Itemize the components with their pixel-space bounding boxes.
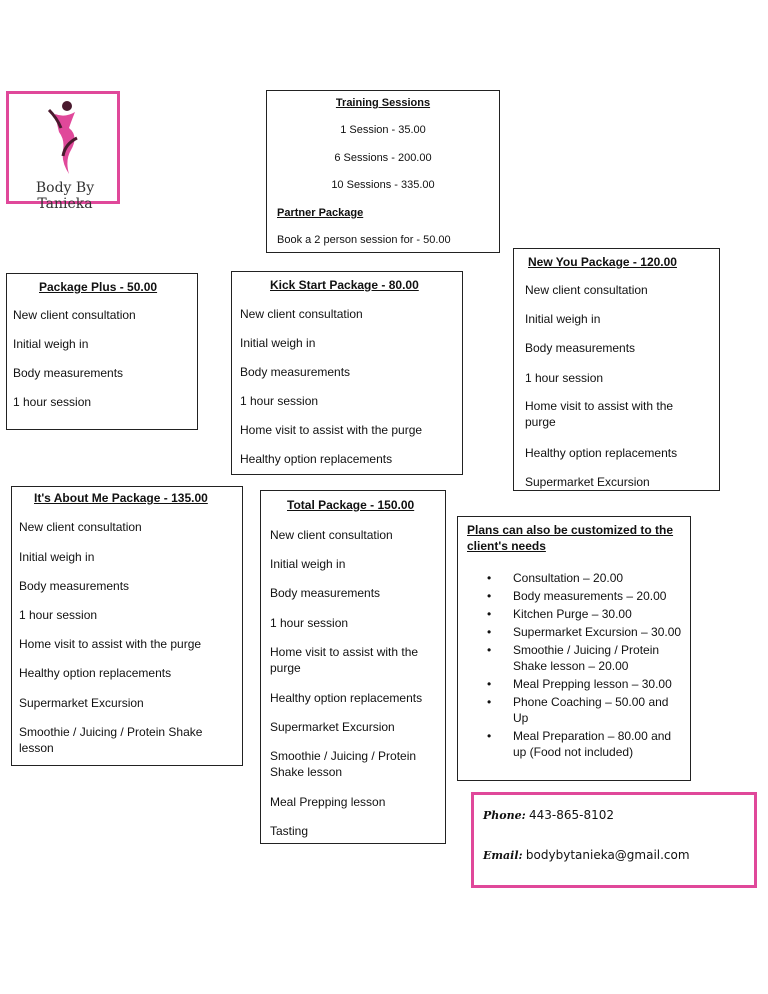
package-item: Initial weigh in <box>13 337 89 351</box>
package-item: Smoothie / Juicing / Protein Shake lesson <box>270 749 417 779</box>
package-item: New client consultation <box>240 307 363 321</box>
list-item <box>485 728 685 760</box>
package-item: Smoothie / Juicing / Protein Shake lesson <box>19 725 203 755</box>
list-item-text: Consultation – 20.00 <box>513 571 624 585</box>
email-line <box>483 848 690 862</box>
bullet-icon: • <box>487 589 492 603</box>
package-item: Initial weigh in <box>240 336 316 350</box>
training-item: 6 Sessions - 200.00 <box>334 152 432 164</box>
package-item: Supermarket Excursion <box>270 720 395 734</box>
package-item: Initial weigh in <box>525 312 601 326</box>
package-item: Body measurements <box>270 586 381 600</box>
package-item: Body measurements <box>13 366 124 380</box>
phone-line <box>483 808 614 822</box>
training-sessions-box <box>266 90 500 253</box>
package-item: Body measurements <box>19 579 130 593</box>
about-me-package-title: It's About Me Package - 135.00 <box>34 491 208 505</box>
list-item-text: Supermarket Excursion – 30.00 <box>513 625 682 639</box>
bullet-icon: • <box>487 571 492 585</box>
package-item: 1 hour session <box>270 616 349 630</box>
package-item: Home visit to assist with the purge <box>19 637 202 651</box>
list-item-text: Phone Coaching – 50.00 and Up <box>513 695 669 725</box>
package-item: Healthy option replacements <box>19 666 172 680</box>
list-item <box>485 694 685 726</box>
phone-label: Phone: <box>483 809 526 822</box>
package-item: New client consultation <box>13 308 136 322</box>
package-item: Home visit to assist with the purge <box>240 423 423 437</box>
list-item <box>485 642 685 674</box>
kick-start-package-title: Kick Start Package - 80.00 <box>270 278 419 292</box>
list-item <box>485 676 685 692</box>
list-item-text: Meal Prepping lesson – 30.00 <box>513 677 672 691</box>
package-item: 1 hour session <box>13 395 92 409</box>
total-package-box <box>260 490 446 844</box>
partner-package-text: Book a 2 person session for - 50.00 <box>277 234 451 246</box>
bullet-icon: • <box>487 729 492 743</box>
package-item: 1 hour session <box>525 371 604 385</box>
kick-start-package-box <box>231 271 463 475</box>
custom-plans-box <box>457 516 691 781</box>
bullet-icon: • <box>487 607 492 621</box>
package-item: New client consultation <box>270 528 393 542</box>
bullet-icon: • <box>487 695 492 709</box>
package-plus-title: Package Plus - 50.00 <box>39 280 158 294</box>
list-item <box>485 606 685 622</box>
package-item: Supermarket Excursion <box>525 475 650 489</box>
logo-text: Body By Tanieka <box>35 180 95 212</box>
package-item: Healthy option replacements <box>270 691 423 705</box>
training-item: 1 Session - 35.00 <box>340 124 426 136</box>
package-item: Body measurements <box>525 341 636 355</box>
list-item-text: Smoothie / Juicing / Protein Shake lesson – 20.00 <box>513 643 660 673</box>
package-item: Healthy option replacements <box>525 446 678 460</box>
email-value[interactable]: bodybytanieka@gmail.com <box>525 848 690 862</box>
about-me-package-box <box>11 486 243 766</box>
training-sessions-title: Training Sessions <box>335 97 431 109</box>
email-label: Email: <box>483 849 523 862</box>
bullet-icon: • <box>487 677 492 691</box>
logo-box <box>6 91 120 212</box>
list-item <box>485 570 685 586</box>
list-item-text: Kitchen Purge – 30.00 <box>513 607 632 621</box>
list-item-text: Meal Preparation – 80.00 and up (Food not included) <box>513 729 672 759</box>
package-item: Healthy option replacements <box>240 452 393 466</box>
list-item <box>485 624 685 640</box>
contact-box <box>471 792 757 888</box>
custom-plans-list <box>485 570 685 762</box>
package-item: Meal Prepping lesson <box>270 795 386 809</box>
list-item-text: Body measurements – 20.00 <box>513 589 667 603</box>
phone-value[interactable]: 443-865-8102 <box>529 808 615 822</box>
new-you-package-box <box>513 248 720 491</box>
total-package-title: Total Package - 150.00 <box>287 498 415 512</box>
package-item: New client consultation <box>19 520 142 534</box>
logo-figure-icon <box>35 98 95 178</box>
package-item: 1 hour session <box>19 608 98 622</box>
list-item <box>485 588 685 604</box>
package-item: Body measurements <box>240 365 351 379</box>
package-item: Supermarket Excursion <box>19 696 144 710</box>
package-item: Tasting <box>270 824 309 838</box>
training-item: 10 Sessions - 335.00 <box>331 179 435 191</box>
package-plus-box <box>6 273 198 430</box>
custom-plans-title: Plans can also be customized to the client's needs <box>467 523 674 553</box>
new-you-package-title: New You Package - 120.00 <box>528 255 677 269</box>
package-item: Home visit to assist with the purge <box>270 645 419 675</box>
bullet-icon: • <box>487 625 492 639</box>
package-item: New client consultation <box>525 283 648 297</box>
package-item: 1 hour session <box>240 394 319 408</box>
package-item: Home visit to assist with the purge <box>525 399 674 429</box>
package-item: Initial weigh in <box>270 557 346 571</box>
package-item: Initial weigh in <box>19 550 95 564</box>
bullet-icon: • <box>487 643 492 657</box>
partner-package-title: Partner Package <box>277 207 364 219</box>
